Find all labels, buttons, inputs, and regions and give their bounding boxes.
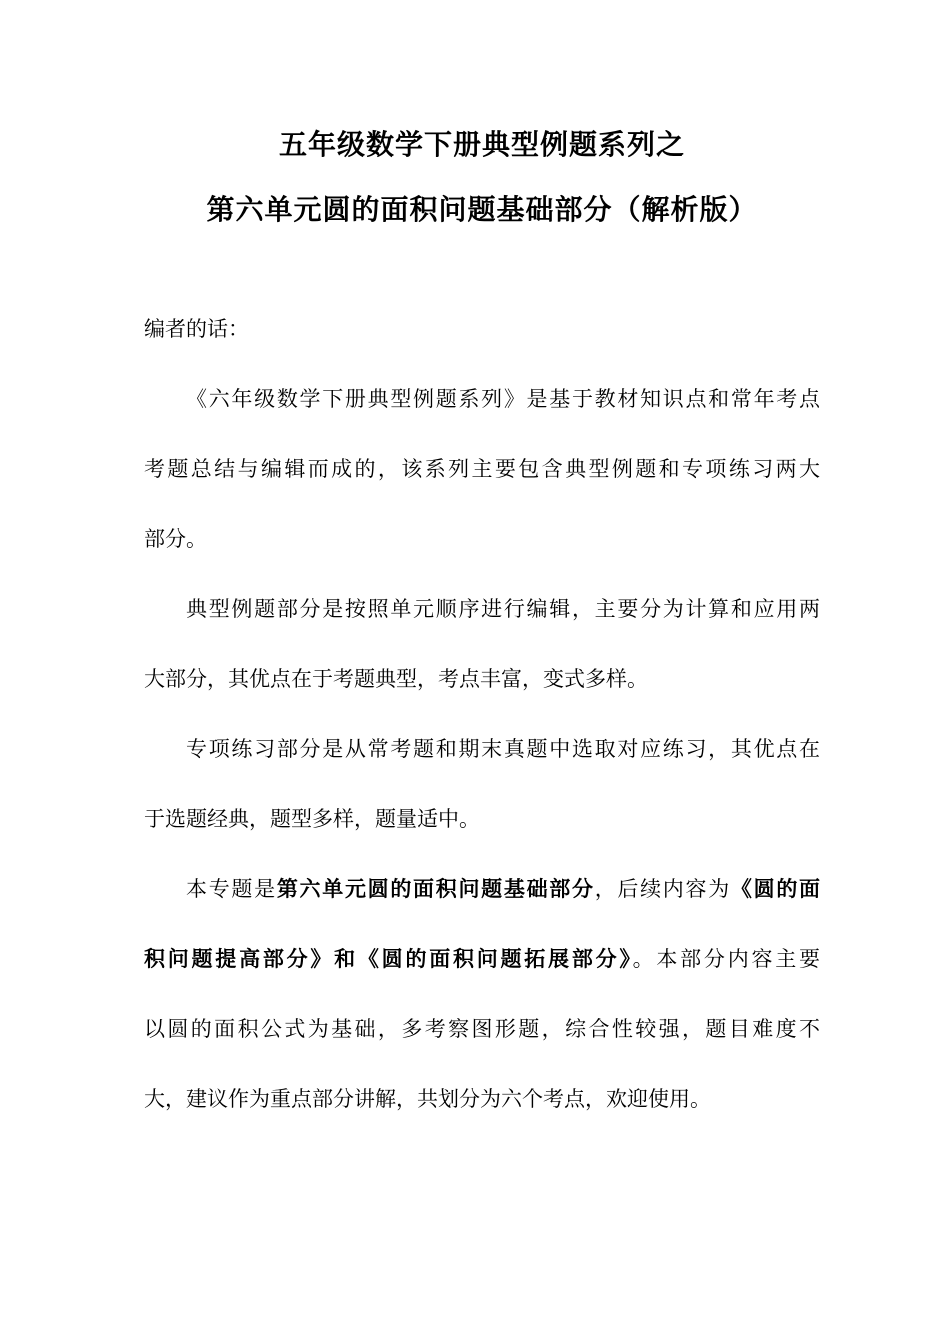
text-segment: 以圆的面积公式为基础，多考察图形题，综合性较强，题目难度不 [144,1018,820,1041]
text-segment: 部分。 [144,528,207,551]
text-line [144,575,820,645]
text-line [144,995,820,1065]
text-segment: 《六年级数学下册典型例题系列》是基于教材知识点和常年考点 [186,388,820,411]
text-segment: 典型例题部分是按照单元顺序进行编辑，主要分为计算和应用两 [186,598,820,621]
text-segment: 大，建议作为重点部分讲解，共划分为六个考点，欢迎使用。 [144,1088,711,1111]
document-body [144,295,820,1135]
document-title [144,112,820,242]
text-line [144,365,820,435]
text-segment: 考题总结与编辑而成的，该系列主要包含典型例题和专项练习两大 [144,458,820,481]
text-line [144,505,820,575]
bold-text-segment: 第六单元圆的面积问题基础部分 [276,878,595,901]
text-segment: 本专题是 [186,878,277,901]
text-segment: 专项练习部分是从常考题和期末真题中选取对应练习，其优点在 [186,738,820,761]
text-segment: 编者的话： [144,318,249,341]
text-segment: 于选题经典，题型多样，题量适中。 [144,808,480,831]
text-line [144,715,820,785]
text-segment: 大部分，其优点在于考题典型，考点丰富，变式多样。 [144,668,648,691]
text-line [144,925,820,995]
title-line-2: 第六单元圆的面积问题基础部分（解析版） [206,194,758,225]
title-line-1: 五年级数学下册典型例题系列之 [278,129,685,160]
text-line [144,1065,820,1135]
text-segment: ，后续内容为 [594,878,731,901]
text-segment: 。本部分内容主要 [632,948,820,971]
text-line [144,855,820,925]
text-line [144,295,820,365]
text-line [144,785,820,855]
bold-text-segment: 《圆的面 [730,878,821,901]
text-line [144,435,820,505]
bold-text-segment: 积问题提高部分》和《圆的面积问题拓展部分》 [144,948,633,971]
text-line [144,645,820,715]
